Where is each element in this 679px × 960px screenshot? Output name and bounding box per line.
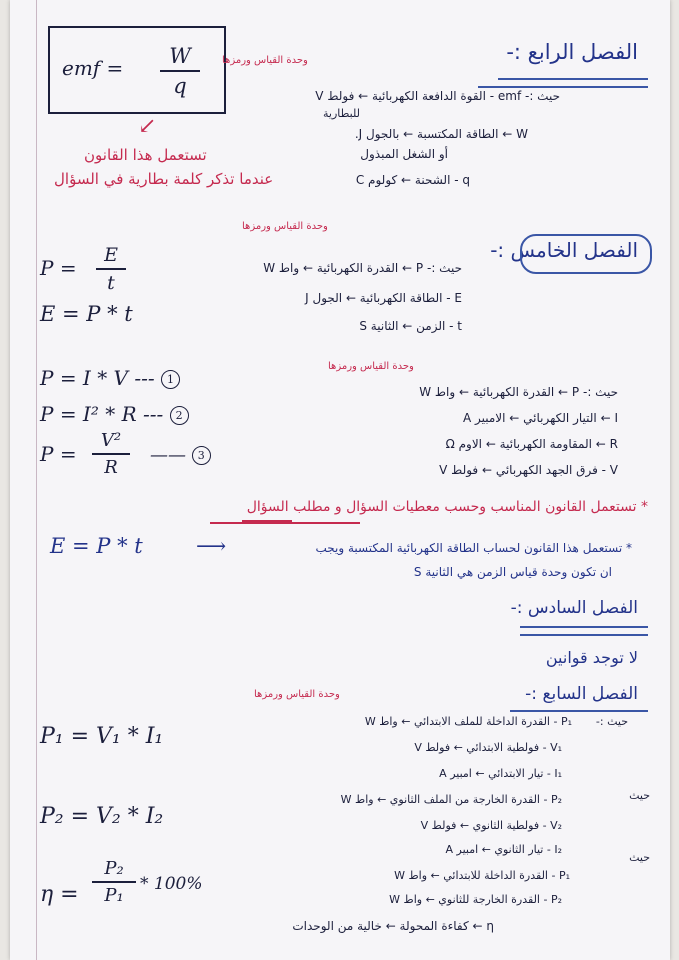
- power-formula-2: [40, 404, 189, 425]
- def-emf-line2: للبطارية: [323, 107, 360, 120]
- fraction-bar: [160, 70, 200, 72]
- chapter-5-heading: الفصل الخامس :-: [490, 238, 638, 262]
- chapter-7-heading: الفصل السابع :-: [525, 684, 638, 704]
- efficiency-denominator: P₁: [104, 885, 124, 906]
- rule-underline: [242, 520, 292, 522]
- primary-power-formula: P₁ = V₁ * I₁: [40, 724, 164, 749]
- formula-number: 1: [161, 370, 180, 389]
- def-p2: حيث :- P ← القدرة الكهربائية ← واط W: [419, 385, 618, 399]
- energy-formula-2: E = P * t: [50, 534, 143, 558]
- where-label-3: حيث: [629, 851, 650, 864]
- formula-number: 2: [170, 406, 189, 425]
- formula-number: 3: [192, 446, 211, 465]
- efficiency-fraction: [92, 858, 136, 906]
- def-i: I ← التيار الكهربائي ← الامبير A: [462, 411, 618, 425]
- def-p: حيث :- P ← القدرة الكهربائية ← واط W: [263, 261, 462, 275]
- power-fraction-3: [92, 430, 130, 478]
- efficiency-formula-left: η =: [40, 882, 79, 907]
- def-p1: P₁ - القدرة الداخلة للملف الابتدائي ← واط W: [364, 715, 572, 728]
- def-w: W ← الطاقة المكتسبة ← بالجول J.: [354, 127, 528, 141]
- margin-line: [36, 0, 37, 960]
- def-p1-b: P₁ - القدرة الداخلة للابتدائي ← واط W: [394, 869, 570, 882]
- law-note-line2: عندما تذكر كلمة بطارية في السؤال: [54, 170, 274, 188]
- power-denominator: t: [107, 272, 115, 294]
- emf-denominator: q: [173, 74, 187, 98]
- def-v: V - فرق الجهد الكهربائي ← فولط V: [439, 463, 618, 477]
- power-fraction: [96, 244, 126, 294]
- formula-text: P = I * V ---: [40, 366, 155, 390]
- arrow-icon: ↙: [138, 114, 157, 139]
- notebook-page: [10, 0, 670, 960]
- def-e: E - الطاقة الكهربائية ← الجول J: [305, 291, 462, 305]
- heading-underline: [478, 86, 648, 88]
- heading-underline: [498, 78, 648, 80]
- where-label-2: حيث: [629, 789, 650, 802]
- power-formula-left: P =: [40, 256, 77, 280]
- def-t: t - الزمن ← الثانية S: [359, 319, 462, 333]
- fraction-bar: [92, 881, 136, 883]
- efficiency-numerator: P₂: [104, 858, 124, 879]
- fraction-bar: [92, 453, 130, 455]
- law-note: تستعمل هذا القانون: [84, 146, 207, 164]
- heading-underline: [520, 634, 648, 636]
- def-i2: I₂ - تيار الثانوي ← امبير A: [445, 843, 562, 856]
- where-label: حيث :-: [595, 715, 628, 728]
- energy-note-line2: ان تكون وحدة قياس الزمن هي الثانية S: [413, 565, 612, 579]
- power-numerator: E: [104, 244, 118, 266]
- efficiency-formula-right: * 100%: [140, 874, 203, 894]
- def-q: q - الشحنة ← كولوم C: [355, 173, 470, 187]
- no-laws-note: لا توجد قوانين: [545, 648, 638, 667]
- def-p2-b: P₂ - القدرة الخارجة للثانوي ← واط W: [389, 893, 562, 906]
- def-i1: I₁ - تيار الابتدائي ← امبير A: [439, 767, 562, 780]
- def-v1: V₁ - فولطية الابتدائي ← فولط V: [414, 741, 562, 754]
- formula-text: P = I² * R ---: [40, 402, 164, 426]
- energy-formula: E = P * t: [40, 302, 133, 326]
- chapter-6-heading: الفصل السادس :-: [510, 598, 638, 618]
- arrow-icon: ⟶: [196, 534, 227, 558]
- def-p2: P₂ - القدرة الخارجة من الملف الثانوي ← واط W: [340, 793, 562, 806]
- secondary-power-formula: P₂ = V₂ * I₂: [40, 804, 164, 829]
- def-efficiency: η ← كفاءة المحولة ← خالية من الوحدات: [292, 919, 494, 933]
- unit-note: وحدة القياس ورمزها: [222, 55, 308, 66]
- def-r: R ← المقاومة الكهربائية ← الاوم Ω: [445, 437, 618, 451]
- energy-note: * تستعمل هذا القانون لحساب الطاقة الكهربائية المكتسبة ويجب: [315, 541, 632, 555]
- def-v2: V₂ - فولطية الثانوي ← فولط V: [420, 819, 562, 832]
- emf-fraction: [160, 44, 200, 98]
- power-formula-1: [40, 368, 180, 389]
- formula-3-tail: [150, 446, 211, 465]
- rule-underline: [210, 522, 360, 524]
- def-emf: حيث :- emf - القوة الدافعة الكهربائية ← فولط V: [315, 89, 560, 103]
- emf-numerator: W: [169, 44, 191, 68]
- law-rule: * تستعمل القانون المناسب وحسب معطيات السؤال و مطلب السؤال: [246, 499, 648, 515]
- def-w-line2: أو الشغل المبذول: [360, 147, 448, 161]
- heading-underline: [520, 626, 648, 628]
- heading-frame: [520, 234, 652, 274]
- unit-note: وحدة القياس ورمزها: [328, 361, 414, 372]
- unit-note: وحدة القياس ورمزها: [242, 221, 328, 232]
- unit-note: وحدة القياس ورمزها: [254, 689, 340, 700]
- chapter-4-heading: الفصل الرابع :-: [506, 40, 638, 64]
- heading-underline: [510, 710, 648, 712]
- power-formula-3-left: P =: [40, 442, 77, 466]
- emf-formula-left: emf =: [62, 56, 124, 80]
- dash: ——: [150, 444, 186, 466]
- fraction-bar: [96, 268, 126, 270]
- power-numerator: V²: [100, 430, 122, 451]
- power-denominator: R: [104, 457, 118, 478]
